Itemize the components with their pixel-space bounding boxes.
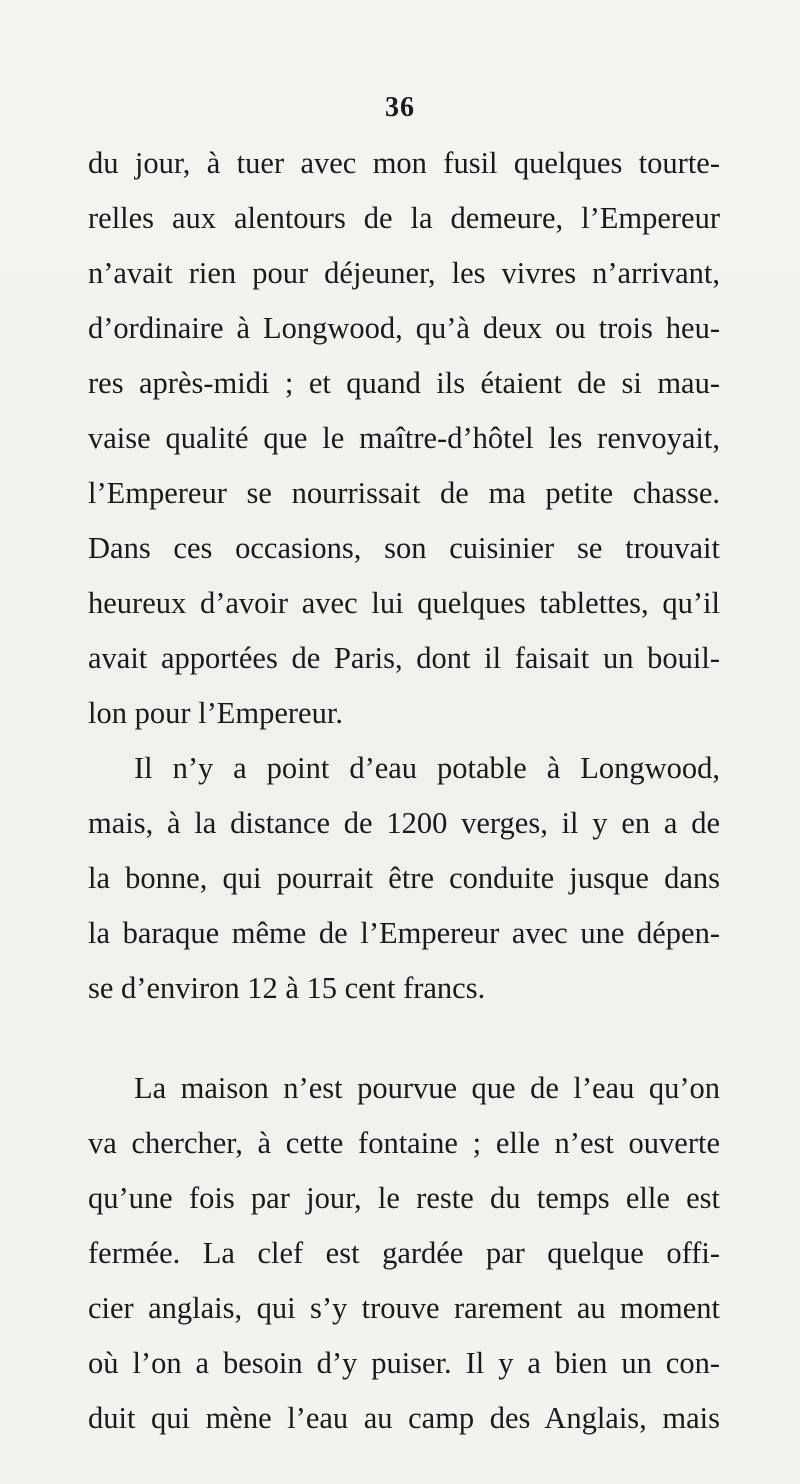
text-line: relles aux alentours de la demeure, l’Empereur (88, 201, 720, 235)
text-line: cier anglais, qui s’y trouve rarement au moment (88, 1291, 720, 1325)
page-number: 36 (385, 92, 415, 123)
text-line: avait apportées de Paris, dont il faisait un bouil- (88, 641, 720, 675)
text-line: l’Empereur se nourrissait de ma petite chasse. (88, 476, 720, 510)
text-line: La maison n’est pourvue que de l’eau qu’on (134, 1071, 720, 1105)
text-line: qu’une fois par jour, le reste du temps elle est (88, 1181, 720, 1215)
text-line: se d’environ 12 à 15 cent francs. (88, 971, 486, 1005)
text-line: mais, à la distance de 1200 verges, il y en a de (88, 806, 720, 840)
text-line: n’avait rien pour déjeuner, les vivres n’arrivant, (88, 256, 720, 290)
text-line: heureux d’avoir avec lui quelques tablettes, qu’il (88, 586, 720, 620)
text-line: Dans ces occasions, son cuisinier se trouvait (88, 531, 720, 565)
text-line: où l’on a besoin d’y puiser. Il y a bien un con- (88, 1346, 720, 1380)
text-line: Il n’y a point d’eau potable à Longwood, (134, 751, 720, 785)
text-line: d’ordinaire à Longwood, qu’à deux ou trois heu- (88, 311, 720, 345)
text-line: la baraque même de l’Empereur avec une dépen- (88, 916, 720, 950)
text-line: vaise qualité que le maître-d’hôtel les renvoyait, (88, 421, 720, 455)
text-line: res après-midi ; et quand ils étaient de si mau- (88, 366, 720, 400)
text-line: lon pour l’Empereur. (88, 696, 343, 730)
text-line: duit qui mène l’eau au camp des Anglais, mais (88, 1401, 720, 1435)
text-line: fermée. La clef est gardée par quelque offi- (88, 1236, 720, 1270)
text-line: va chercher, à cette fontaine ; elle n’est ouverte (88, 1126, 720, 1160)
text-line: la bonne, qui pourrait être conduite jusque dans (88, 861, 720, 895)
text-line: du jour, à tuer avec mon fusil quelques tourte- (88, 146, 720, 180)
